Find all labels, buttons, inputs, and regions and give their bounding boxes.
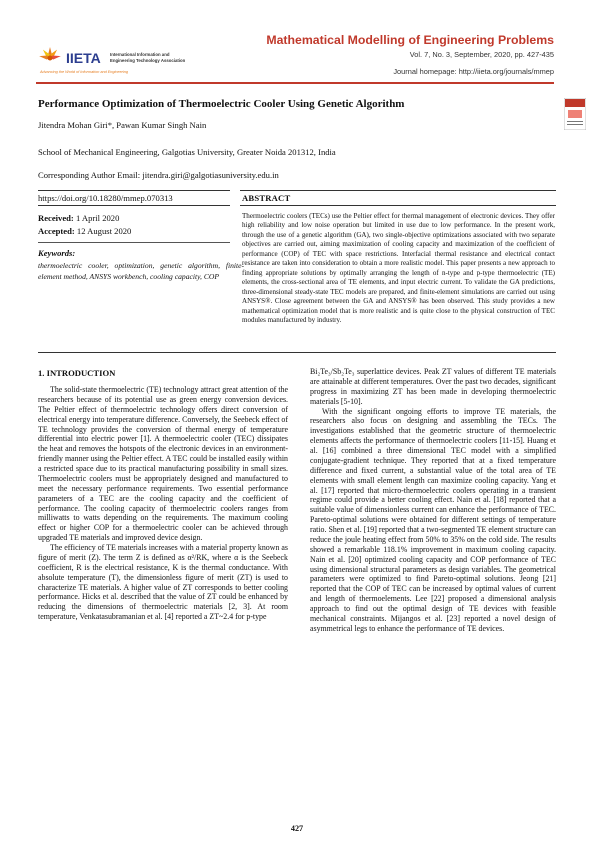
doi-link[interactable]: https://doi.org/10.18280/mmep.070313 [38, 193, 173, 203]
received-date [38, 213, 119, 223]
journal-homepage-link[interactable]: Journal homepage: http://iieta.org/journals/mmep [393, 67, 554, 76]
paper-authors: Jitendra Mohan Giri*, Pawan Kumar Singh Nain [38, 120, 207, 130]
page-number: 427 [290, 824, 304, 833]
accepted-date [38, 226, 131, 236]
logo-tagline: Advancing the World of Information and Engineering [40, 70, 129, 74]
received-label: Received: [38, 213, 74, 223]
body-column-right [310, 367, 556, 634]
left-rule-mid [38, 205, 230, 206]
logo-text-1: International Information and [110, 52, 170, 57]
body-column-left [38, 385, 288, 622]
logo-text-2: Engineering Technology Association [110, 58, 186, 63]
keywords-rule [38, 242, 230, 243]
left-rule-top [38, 190, 230, 191]
intro-paragraph-2: The efficiency of TE materials increases with a material property known as figure of merit (Z). The term Z is defined as α²/RK, where α is the Seebeck coefficient, R is the electrical resistance, K is the thermal conductance. With absolute temperature (T), the dimensionless figure of merit (ZT) is used to characterize TE materials. A higher value of ZT corresponds to better cooling performance. Hicks et al. described that the value of ZT could be enhanced by reducing the dimensions of thermoelectric materials [2, 3]. At room temperature, Venkatasubramanian et al. [4] reported a ZT~2.4 for p-type [38, 543, 288, 622]
journal-cover-icon [564, 98, 586, 130]
received-value: 1 April 2020 [75, 213, 120, 223]
keywords-heading: Keywords: [38, 248, 76, 258]
paper-title: Performance Optimization of Thermoelectric Cooler Using Genetic Algorithm [38, 98, 405, 110]
intro-paragraph-4: With the significant ongoing efforts to improve TE materials, the researchers also focus on designing and assembling the TECs. The investigations established that the geometric structure of thermoelectric elements affects the performance of thermoelectric coolers [11-15]. Huang et al. [16] combined a three dimensional TEC model with a simplified conjugate-gradient technique. They reported that at a fixed temperature difference and fixed current, a substantial value of the total area of TE elements with small element length can maximize cooling capacity. Yang et al. [17] reported that micro-thermoelectric coolers operating in a transient regime could provide a better cooling effect. Nain et al. [18] reported that a suitable value of dimensionless current can enhance the performance of TEC. Pareto-optimal solutions were obtained for different settings of temperature ratio. Shen et al. [19] reported that a two-segmented TE element structure can reduce the joule heating effect from 50% to 35% on the cold side. The results showed a remarkable 118.1% improvement in maximum cooling capacity. Nain et al. [20] optimized cooling capacity and COP performance of TEC using dimensional structural parameters as design variables. The geometrical parameters were optimized to find Pareto-optimal solutions. Jeong [21] reported that the COP of TEC can be increased by optimal values of current and length of thermoelements. Lee [22] proposed a dimensional analysis approach to find out the optimal design of TE devices with feasible mechanical constraints. Mijangos et al. [23] reported a novel design of asymmetrical legs to enhance the performance of TE devices. [310, 406, 556, 633]
corresponding-author: Corresponding Author Email: jitendra.giri@galgotiasuniversity.edu.in [38, 170, 279, 180]
section-heading-introduction: 1. INTRODUCTION [38, 368, 116, 378]
journal-title: Mathematical Modelling of Engineering Problems [266, 33, 554, 47]
abstract-text: Thermoelectric coolers (TECs) use the Peltier effect for thermal management of electronic devices. They offer high reliability and low noise operation but limited in use due to low performance. In the present work, through the use of a genetic algorithm (GA), two single-objective optimizations associated with two separate objectives are carried out, aiming maximization of cooling capacity and maximization of the coefficient of performance (COP) of TEC with space restrictions. Interfacial thermal resistance and electrical contact resistance are taken into consideration to obtain a more realistic model. This paper presents a new approach to finding appropriate solutions by optimally arranging the length of n-type and p-type thermoelectric (TE) elements, the cross-sectional area of TE elements, and input electric current. To validate the GA predictions, three-dimensional steady-state TEC models are prepared, and finite-element simulations are carried out using ANSYS®. Close agreement between the GA and ANSYS® has been observed. This study provides a new mathematical optimization model that is more realistic and is quite close to the physical construction of TEC modules manufactured by industry. [242, 212, 555, 325]
accepted-label: Accepted: [38, 226, 75, 236]
abstract-rule-mid [240, 205, 556, 206]
intro-paragraph-3: Bi₂Te₃/Sb₂Te₃ superlattice devices. Peak ZT values of different TE materials are attainable at different temperatures. Over the past two decades, significant progress in maximizing ZT has been made in developing thermoelectric materials [5-10]. [310, 367, 556, 406]
accepted-value: 12 August 2020 [76, 226, 132, 236]
header-divider [36, 82, 554, 84]
journal-volume: Vol. 7, No. 3, September, 2020, pp. 427-435 [409, 50, 554, 59]
iieta-logo [36, 44, 186, 80]
paper-affiliation: School of Mechanical Engineering, Galgotias University, Greater Noida 201312, India [38, 147, 336, 157]
intro-paragraph-1: The solid-state thermoelectric (TE) technology attract great attention of the researchers because of its potential use as green energy conversion devices. The Peltier effect of thermoelectric technology offers direct conversion of electrical energy into temperature difference. Conversely, the Seebeck effect of TE technology provides the conversion of thermal energy of temperature differential into electric power [1]. A thermoelectric cooler (TEC) dissipates the heat and removes the hotspots of the electronic devices in an environment-friendly manner using the Peltier effect. A TEC could be installed easily within a restricted space due to its practical manufacturing possibility in small sizes. Thermoelectric coolers must be appropriately designed and manufactured to meet the necessary performance requirements. Two essential performance parameters of a TEC are the cooling capacity and the coefficient of performance. The cooling capacity of thermoelectric coolers ranges from milliwatts to watts depending on the requirements. The maximum cooling effect or higher COP for a thermoelectric cooler can be achieved through upgraded TE materials and improved device design. [38, 385, 288, 543]
abstract-rule-top [240, 190, 556, 191]
keywords-list: thermoelectric cooler, optimization, genetic algorithm, finite-element method, ANSYS workbench, cooling capacity, COP [38, 261, 244, 281]
logo-brand: IIETA [66, 50, 101, 66]
abstract-rule-bottom [38, 352, 556, 353]
abstract-heading: ABSTRACT [242, 193, 291, 203]
